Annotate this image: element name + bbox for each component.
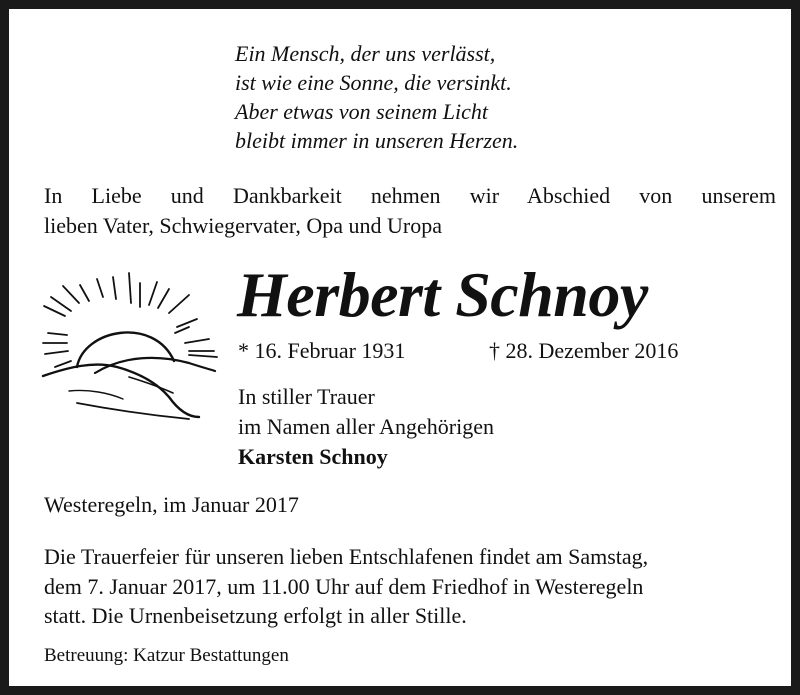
intro-line: In Liebe und Dankbarkeit nehmen wir Abschied von unserem — [44, 183, 776, 208]
birth-date: * 16. Februar 1931 — [238, 338, 406, 363]
mourners-block — [238, 382, 494, 472]
poem-line: Aber etwas von seinem Licht — [235, 99, 488, 124]
sunset-over-hills-icon — [39, 271, 229, 421]
mourners-line: In stiller Trauer — [238, 384, 375, 409]
poem-line: ist wie eine Sonne, die versinkt. — [235, 70, 512, 95]
death-date: † 28. Dezember 2016 — [489, 338, 679, 363]
service-line: Die Trauerfeier für unseren lieben Entschlafenen findet am Samstag, — [44, 544, 649, 569]
service-announcement — [44, 542, 777, 631]
mourners-line: im Namen aller Angehörigen — [238, 414, 494, 439]
poem — [235, 39, 518, 155]
funeral-home-credit: Betreuung: Katzur Bestattungen — [44, 645, 289, 666]
intro-line: lieben Vater, Schwiegervater, Opa und Uropa — [44, 213, 442, 238]
service-line: statt. Die Urnenbeisetzung erfolgt in aller Stille. — [44, 603, 467, 628]
life-dates — [238, 336, 679, 366]
place-date: Westeregeln, im Januar 2017 — [44, 492, 299, 517]
poem-line: bleibt immer in unseren Herzen. — [235, 128, 519, 153]
deceased-name: Herbert Schnoy — [237, 259, 648, 330]
poem-line: Ein Mensch, der uns verlässt, — [235, 41, 496, 66]
service-line: dem 7. Januar 2017, um 11.00 Uhr auf dem Friedhof in Westeregeln — [44, 573, 644, 599]
signer-name: Karsten Schnoy — [238, 444, 388, 469]
intro-text — [44, 181, 776, 241]
